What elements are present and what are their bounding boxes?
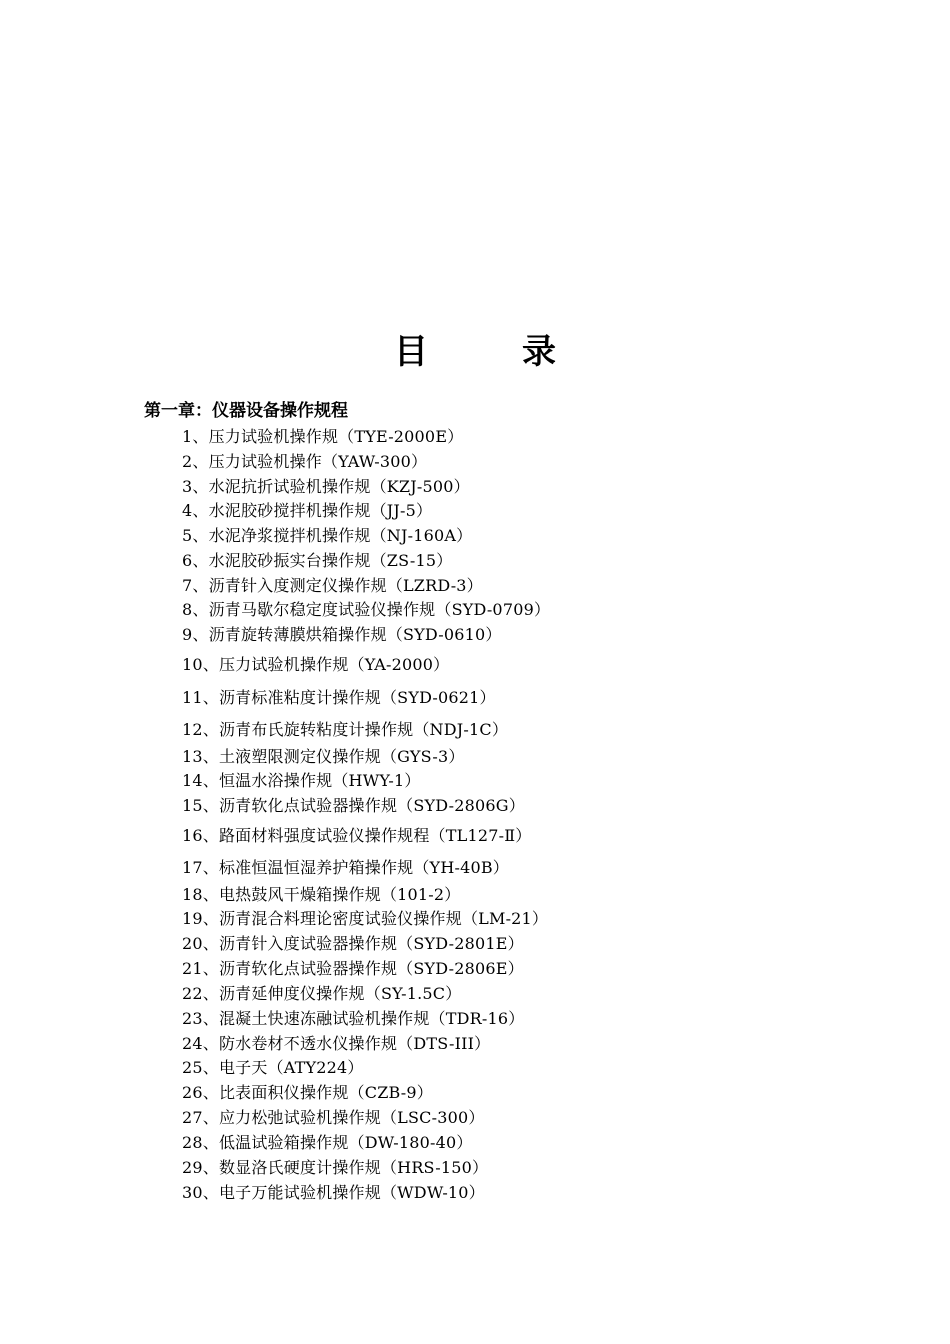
toc-item: 10、压力试验机操作规（YA-2000） (182, 655, 450, 674)
toc-item: 6、水泥胶砂振实台操作规（ZS-15） (182, 551, 453, 570)
toc-item: 22、沥青延伸度仪操作规（SY-1.5C） (182, 984, 462, 1003)
toc-item: 30、电子万能试验机操作规（WDW-10） (182, 1183, 485, 1202)
toc-item: 29、数显洛氏硬度计操作规（HRS-150） (182, 1158, 489, 1177)
toc-item: 1、压力试验机操作规（TYE-2000E） (182, 427, 464, 446)
toc-item: 12、沥青布氏旋转粘度计操作规（NDJ-1C） (182, 720, 509, 739)
toc-item: 28、低温试验箱操作规（DW-180-40） (182, 1133, 473, 1152)
toc-item: 15、沥青软化点试验器操作规（SYD-2806G） (182, 796, 525, 815)
page-title: 目 录 (394, 332, 586, 372)
toc-item: 3、水泥抗折试验机操作规（KZJ-500） (182, 477, 470, 496)
toc-item: 13、土液塑限测定仪操作规（GYS-3） (182, 747, 465, 766)
toc-item: 9、沥青旋转薄膜烘箱操作规（SYD-0610） (182, 625, 502, 644)
toc-item: 26、比表面积仪操作规（CZB-9） (182, 1083, 433, 1102)
toc-item: 18、电热鼓风干燥箱操作规（101-2） (182, 885, 461, 904)
chapter-heading: 第一章：仪器设备操作规程 (144, 401, 348, 421)
toc-item: 4、水泥胶砂搅拌机操作规（JJ-5） (182, 501, 433, 520)
toc-item: 27、应力松弛试验机操作规（LSC-300） (182, 1108, 485, 1127)
toc-item: 21、沥青软化点试验器操作规（SYD-2806E） (182, 959, 524, 978)
toc-item: 2、压力试验机操作（YAW-300） (182, 452, 428, 471)
toc-item: 8、沥青马歇尔稳定度试验仪操作规（SYD-0709） (182, 600, 551, 619)
toc-item: 20、沥青针入度试验器操作规（SYD-2801E） (182, 934, 524, 953)
toc-item: 5、水泥净浆搅拌机操作规（NJ-160A） (182, 526, 473, 545)
toc-item: 16、路面材料强度试验仪操作规程（TL127-Ⅱ） (182, 826, 532, 845)
toc-item: 17、标准恒温恒湿养护箱操作规（YH-40B） (182, 858, 509, 877)
toc-item: 11、沥青标准粘度计操作规（SYD-0621） (182, 688, 496, 707)
toc-item: 19、沥青混合料理论密度试验仪操作规（LM-21） (182, 909, 549, 928)
toc-item: 14、恒温水浴操作规（HWY-1） (182, 771, 421, 790)
toc-item: 7、沥青针入度测定仪操作规（LZRD-3） (182, 576, 483, 595)
toc-item: 25、电子天（ATY224） (182, 1058, 364, 1077)
toc-item: 24、防水卷材不透水仪操作规（DTS-III） (182, 1034, 491, 1053)
toc-item: 23、混凝土快速冻融试验机操作规（TDR-16） (182, 1009, 525, 1028)
